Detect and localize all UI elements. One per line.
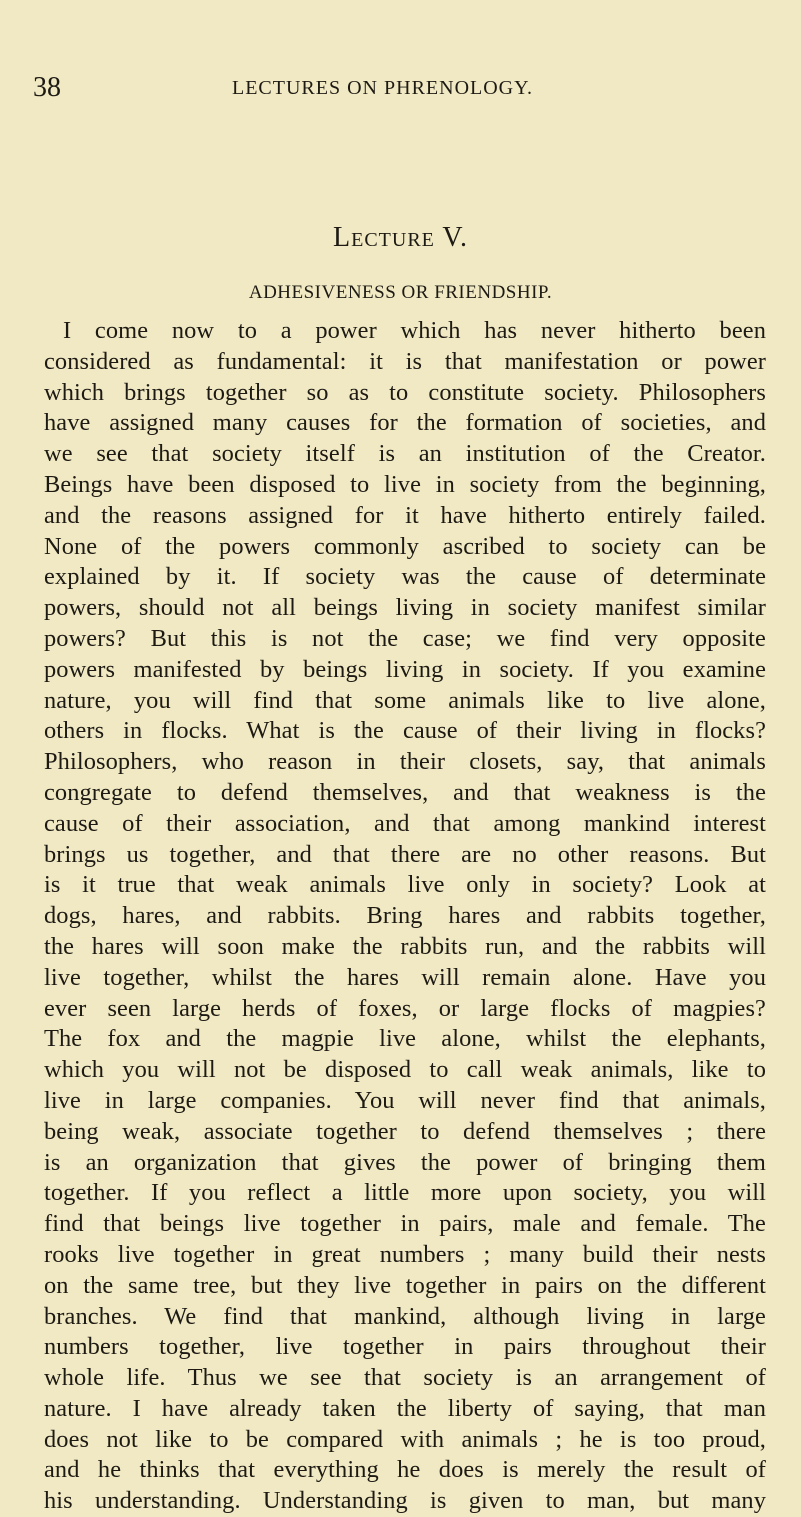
text-line: explained by it. If society was the cause of determinate [44,563,766,591]
text-line: and he thinks that everything he does is merely the result of [44,1456,766,1484]
text-line: congregate to defend themselves, and that weakness is the [44,778,766,806]
text-line: together. If you reflect a little more upon society, you will [44,1179,766,1207]
text-line: we see that society itself is an institution of the Creator. [44,440,766,468]
text-line: dogs, hares, and rabbits. Bring hares and rabbits together, [44,902,766,930]
running-title: LECTURES ON PHRENOLOGY. [232,77,533,99]
running-head [0,70,801,106]
text-line: live in large companies. You will never find that animals, [44,1086,766,1114]
page-number: 38 [33,72,61,103]
text-line: powers, should not all beings living in society manifest similar [44,594,766,622]
text-line: cause of their association, and that among mankind interest [44,809,766,837]
text-line: which you will not be disposed to call weak animals, like to [44,1056,766,1084]
chapter-subheading: ADHESIVENESS OR FRIENDSHIP. [248,282,553,303]
text-line: live together, whilst the hares will remain alone. Have you [44,963,766,991]
text-line: have assigned many causes for the formation of societies, and [44,409,766,437]
text-line: considered as fundamental: it is that manifestation or power [44,347,766,375]
text-line: his understanding. Understanding is given to man, but many [44,1487,766,1515]
text-line: on the same tree, but they live together in pairs on the different [44,1271,766,1299]
text-line: None of the powers commonly ascribed to society can be [44,532,766,560]
text-line: find that beings live together in pairs, male and female. The [44,1210,766,1238]
text-line: nature, you will find that some animals like to live alone, [44,686,766,714]
text-line: does not like to be compared with animals ; he is too proud, [44,1425,766,1453]
text-line: and the reasons assigned for it have hitherto entirely failed. [44,501,766,529]
text-line: which brings together so as to constitute society. Philosophers [44,378,766,406]
text-line: powers? But this is not the case; we find very opposite [44,624,766,652]
text-line: numbers together, live together in pairs throughout their [44,1333,766,1361]
text-line: whole life. Thus we see that society is an arrangement of [44,1364,766,1392]
text-line: rooks live together in great numbers ; many build their nests [44,1240,766,1268]
text-line: the hares will soon make the rabbits run, and the rabbits will [44,932,766,960]
text-line: Philosophers, who reason in their closets, say, that animals [44,748,766,776]
text-line: brings us together, and that there are no other reasons. But [44,840,766,868]
text-line: The fox and the magpie live alone, whilst the elephants, [44,1025,766,1053]
text-line: Beings have been disposed to live in society from the beginning, [44,470,766,498]
text-line: being weak, associate together to defend themselves ; there [44,1117,766,1145]
lecture-heading: Lecture V. [333,222,468,253]
text-line: powers manifested by beings living in society. If you examine [44,655,766,683]
text-line: I come now to a power which has never hitherto been [63,317,766,344]
text-line: others in flocks. What is the cause of their living in flocks? [44,717,766,745]
text-line: is it true that weak animals live only in society? Look at [44,871,766,899]
text-line: is an organization that gives the power of bringing them [44,1148,766,1176]
text-line: branches. We find that mankind, although living in large [44,1302,766,1330]
text-line: ever seen large herds of foxes, or large flocks of magpies? [44,994,766,1022]
text-line: nature. I have already taken the liberty of saying, that man [44,1394,766,1422]
